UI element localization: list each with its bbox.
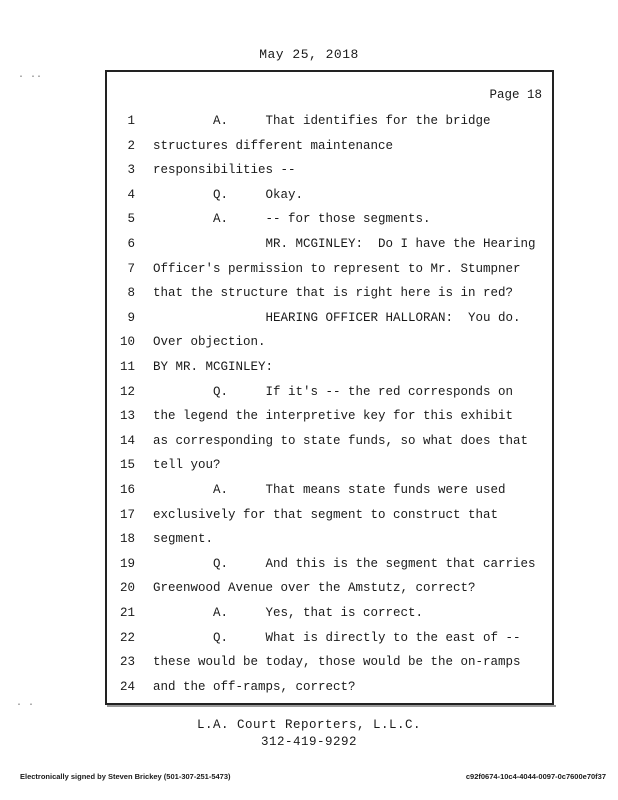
- line-text: segment.: [153, 532, 214, 547]
- reporter-phone: 312-419-9292: [260, 735, 357, 749]
- line-text: structures different maintenance: [153, 138, 394, 153]
- transcript-line: [107, 360, 552, 384]
- line-text: Greenwood Avenue over the Amstutz, correct?: [153, 581, 476, 596]
- line-text: MR. MCGINLEY: Do I have the Hearing: [153, 237, 536, 251]
- transcript-line: [107, 631, 552, 655]
- line-number: 12: [119, 384, 135, 399]
- transcript-line: [107, 237, 552, 261]
- line-text: exclusively for that segment to construct that: [153, 507, 499, 522]
- transcript-line: [107, 163, 552, 187]
- line-text: Officer's permission to represent to Mr. Stumpner: [153, 261, 521, 276]
- line-text: Over objection.: [153, 335, 266, 350]
- binder-hole-mark: · ·: [16, 700, 35, 711]
- line-number: 5: [127, 212, 135, 227]
- line-number: 6: [127, 237, 135, 251]
- line-number: 14: [119, 433, 135, 448]
- line-text: responsibilities --: [153, 163, 296, 178]
- transcript-line: [107, 508, 552, 532]
- transcript-line: [107, 581, 552, 605]
- transcript-line: [107, 114, 552, 138]
- electronic-signature-note: Electronically signed by Steven Brickey (501-307-251-5473): [20, 772, 231, 781]
- transcript-page-frame: [105, 70, 554, 705]
- transcript-line: [107, 557, 552, 581]
- line-text: and the off-ramps, correct?: [153, 679, 356, 694]
- line-text: A. That means state funds were used: [153, 483, 506, 497]
- transcript-line: [107, 335, 552, 359]
- transcript-line: [107, 139, 552, 163]
- line-number: 15: [119, 458, 135, 473]
- transcript-line: [107, 262, 552, 286]
- transcript-line: [107, 483, 552, 507]
- line-text: as corresponding to state funds, so what does that: [153, 433, 529, 448]
- line-text: Q. What is directly to the east of --: [153, 630, 521, 645]
- transcript-line: [107, 606, 552, 630]
- frame-shadow: [107, 705, 556, 707]
- line-number: 19: [119, 556, 135, 571]
- line-number: 17: [119, 507, 135, 522]
- line-number: 24: [119, 679, 135, 694]
- document-id: c92f0674-10c4-4044-0097-0c7600e70f37: [465, 772, 606, 781]
- line-text: HEARING OFFICER HALLORAN: You do.: [153, 310, 521, 325]
- transcript-line: [107, 385, 552, 409]
- line-number: 2: [127, 138, 135, 153]
- transcript-line: [107, 655, 552, 679]
- line-number: 4: [127, 187, 135, 202]
- page-number-label: Page 18: [489, 88, 542, 102]
- transcript-line: [107, 188, 552, 212]
- line-text: tell you?: [153, 458, 221, 473]
- line-text: that the structure that is right here is in red?: [153, 286, 514, 301]
- line-number: 10: [119, 335, 135, 350]
- transcript-line: [107, 458, 552, 482]
- line-number: 23: [119, 655, 135, 670]
- line-text: Q. Okay.: [153, 187, 304, 202]
- line-number: 16: [119, 483, 135, 497]
- transcript-line: [107, 532, 552, 556]
- transcript-line: [107, 434, 552, 458]
- transcript-line: [107, 212, 552, 236]
- line-text: A. -- for those segments.: [153, 212, 431, 227]
- line-text: Q. And this is the segment that carries: [153, 556, 536, 571]
- transcript-date: May 25, 2018: [259, 47, 359, 62]
- transcript-line: [107, 680, 552, 704]
- reporter-company: L.A. Court Reporters, L.L.C.: [196, 718, 422, 732]
- line-number: 8: [127, 286, 135, 301]
- transcript-line: [107, 311, 552, 335]
- line-number: 11: [119, 360, 135, 374]
- transcript-line: [107, 286, 552, 310]
- line-number: 18: [119, 532, 135, 547]
- line-number: 21: [119, 606, 135, 620]
- line-text: A. That identifies for the bridge: [153, 114, 491, 128]
- line-text: A. Yes, that is correct.: [153, 606, 424, 620]
- line-number: 3: [127, 163, 135, 178]
- line-text: these would be today, those would be the on-ramps: [153, 655, 521, 670]
- line-text: BY MR. MCGINLEY:: [153, 360, 274, 374]
- transcript-line: [107, 409, 552, 433]
- binder-hole-mark: · ··: [18, 72, 43, 83]
- line-number: 13: [119, 409, 135, 424]
- line-number: 9: [127, 310, 135, 325]
- line-text: the legend the interpretive key for this exhibit: [153, 409, 514, 424]
- line-number: 22: [119, 630, 135, 645]
- line-text: Q. If it's -- the red corresponds on: [153, 384, 514, 399]
- line-number: 7: [127, 261, 135, 276]
- line-number: 20: [119, 581, 135, 596]
- line-number: 1: [127, 114, 135, 128]
